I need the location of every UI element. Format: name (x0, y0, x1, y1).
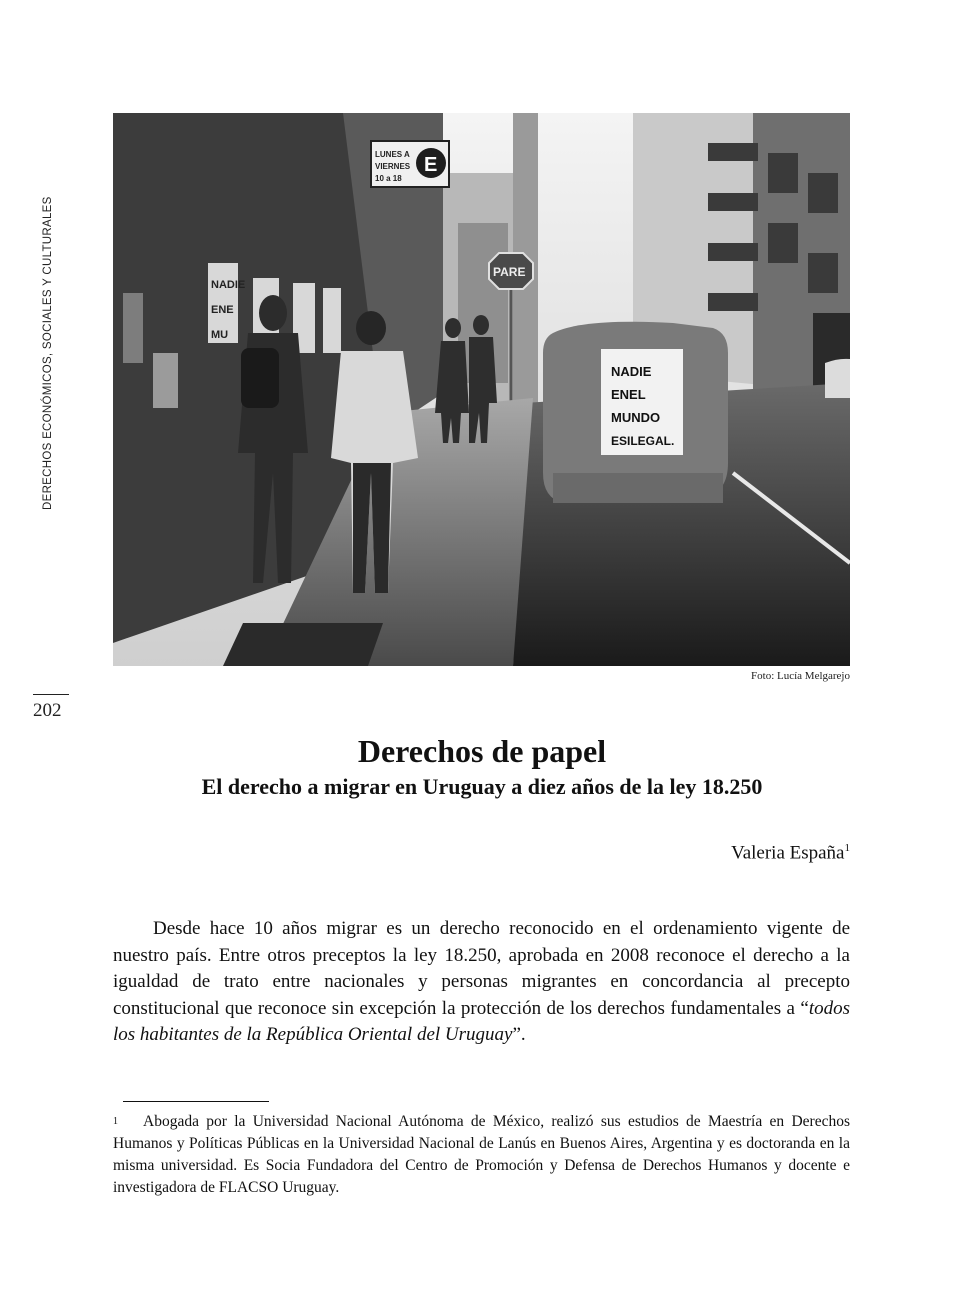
sign-e: E (424, 154, 438, 176)
container-poster-line-4: ESILEGAL. (611, 434, 675, 448)
paragraph-end: ”. (512, 1024, 526, 1045)
sign-lunes: LUNES A (375, 150, 410, 159)
page-number-rule (33, 694, 69, 695)
footnote (113, 1111, 850, 1199)
container-poster-line-2: ENEL (611, 387, 646, 402)
page-number: 202 (33, 700, 62, 721)
footnote-mark: 1 (113, 1116, 118, 1127)
container-poster-line-1: NADIE (611, 364, 652, 379)
paragraph-quote: todos los habitantes de la República Oriental del Uruguay (113, 997, 850, 1045)
footnote-rule (123, 1101, 269, 1102)
street-photo (113, 113, 850, 666)
footnote-text: Abogada por la Universidad Nacional Autónoma de México, realizó sus estudios de Maestría en Derechos Humanos y Políticas Públicas en la Universidad Nacional de Lanús en Buenos Aires, Argentina y es doctoranda en la misma universidad. Es Socia Fundadora del Centro de Promoción y Defensa de Derechos Humanos y docente e investigadora de FLACSO Uruguay. (113, 1113, 850, 1196)
author-name (731, 842, 850, 864)
wall-poster-text-1: NADIE (211, 279, 246, 291)
paragraph-main: Desde hace 10 años migrar es un derecho reconocido en el ordenamiento vigente de nuestro país. Entre otros preceptos la ley 18.250, aprobada en 2008 reconoce el derecho a la igualdad de trato entre nacionales y personas migrantes en concordancia al precepto constitucional que reconoce sin excepción la protección de los derechos fundamentales a “ (113, 918, 850, 1019)
running-head: DERECHOS ECONÓMICOS, SOCIALES Y CULTURALES (42, 196, 54, 510)
article-title: Derechos de papel (357, 733, 607, 769)
wall-poster-text-3: MU (211, 329, 229, 341)
article-subtitle: El derecho a migrar en Uruguay a diez años de la ley 18.250 (201, 774, 763, 799)
container-poster-line-3: MUNDO (611, 410, 661, 425)
pare-sign-text: PARE (493, 265, 526, 279)
author-text: Valeria España (731, 842, 845, 864)
photo-caption: Foto: Lucía Melgarejo (751, 670, 850, 682)
body-paragraph (113, 916, 850, 1049)
wall-poster-text-2: ENE (211, 304, 234, 316)
sign-viernes: VIERNES (375, 162, 411, 171)
author-footnote-ref: 1 (844, 842, 850, 854)
sign-hours: 10 a 18 (375, 174, 402, 183)
